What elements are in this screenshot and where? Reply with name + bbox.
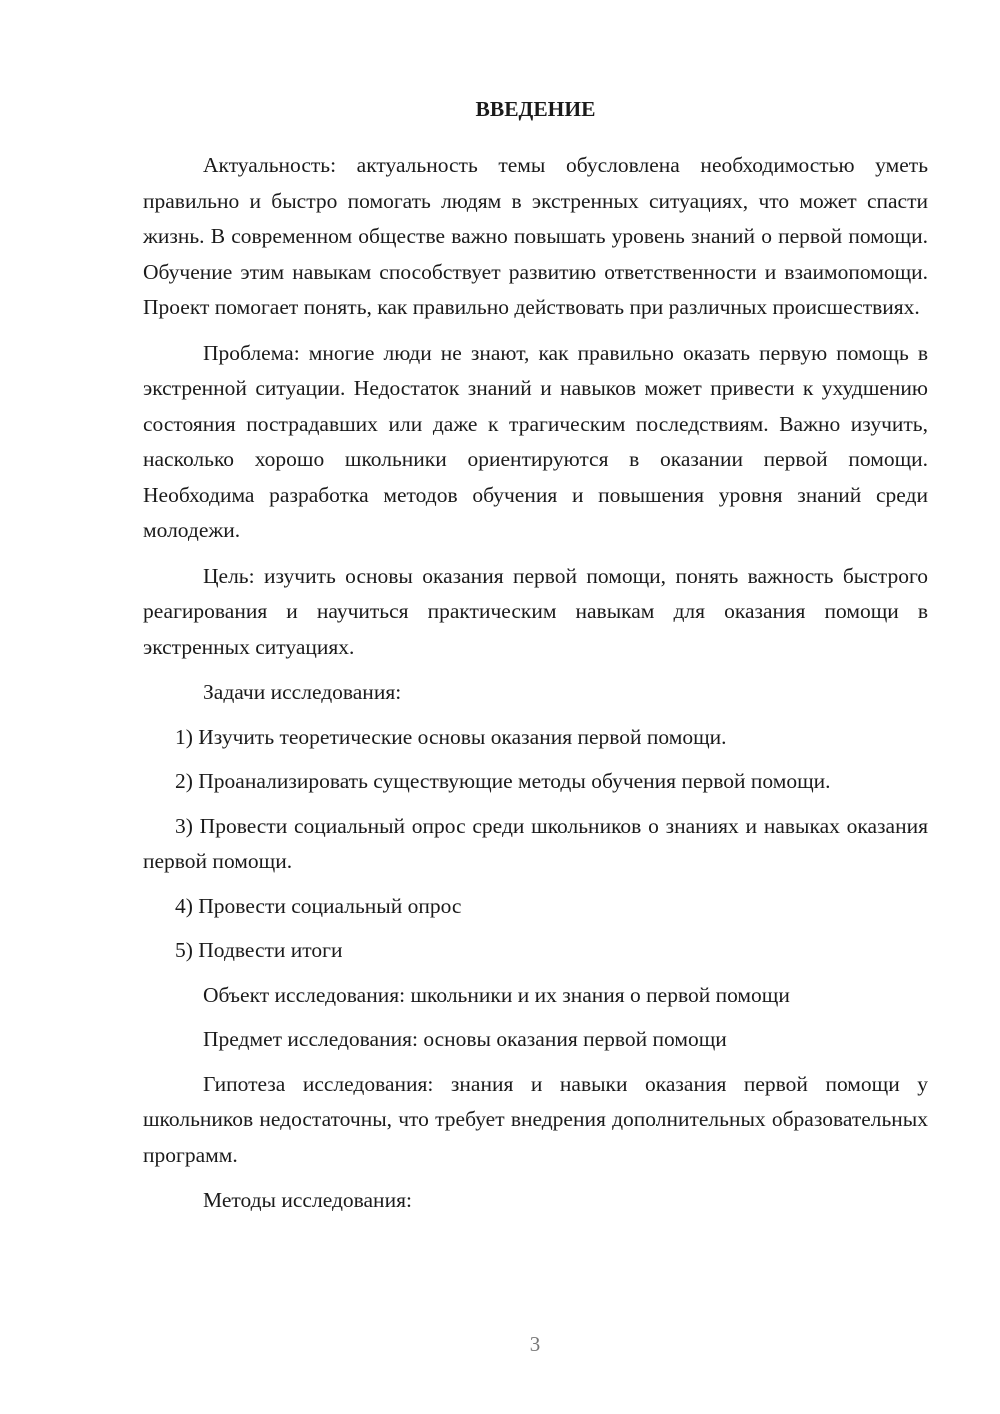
- task-item: 2) Проанализировать существующие методы обучения первой помощи.: [175, 769, 831, 793]
- paragraph-goal: Цель: изучить основы оказания первой помощи, понять важность быстрого реагирования и научиться практическим навыкам для оказания помощи в экстренных ситуациях.: [143, 563, 928, 659]
- research-hypothesis: Гипотеза исследования: знания и навыки оказания первой помощи у школьников недостаточны, что требует внедрения дополнительных образовательных программ.: [143, 1071, 928, 1167]
- page-number: 3: [529, 1332, 541, 1356]
- document-page: [143, 92, 928, 1228]
- methods-heading: Методы исследования:: [203, 1188, 412, 1212]
- paragraph-relevance: Актуальность: актуальность темы обусловлена необходимостью уметь правильно и быстро помогать людям в экстренных ситуациях, что может спасти жизнь. В современном обществе важно повышать уровень знаний о первой помощи. Обучение этим навыкам способствует развитию ответственности и взаимопомощи. Проект помогает понять, как правильно действовать при различных происшествиях.: [143, 153, 928, 319]
- research-object: Объект исследования: школьники и их знания о первой помощи: [203, 982, 790, 1007]
- tasks-heading: Задачи исследования:: [203, 680, 402, 704]
- task-item: 3) Провести социальный опрос среди школьников о знаниях и навыках оказания первой помощи.: [143, 813, 928, 873]
- task-item: 1) Изучить теоретические основы оказания первой помощи.: [175, 724, 727, 749]
- task-item: 5) Подвести итоги: [175, 938, 343, 962]
- section-title: ВВЕДЕНИЕ: [475, 97, 596, 121]
- paragraph-problem: Проблема: многие люди не знают, как правильно оказать первую помощь в экстренной ситуации. Недостаток знаний и навыков может привести к ухудшению состояния пострадавших или даже к трагическим последствиям. Важно изучить, насколько хорошо школьники ориентируются в оказании первой помощи. Необходима разработка методов обучения и повышения уровня знаний среди молодежи.: [143, 340, 928, 542]
- task-item: 4) Провести социальный опрос: [175, 893, 462, 918]
- research-subject: Предмет исследования: основы оказания первой помощи: [203, 1027, 727, 1051]
